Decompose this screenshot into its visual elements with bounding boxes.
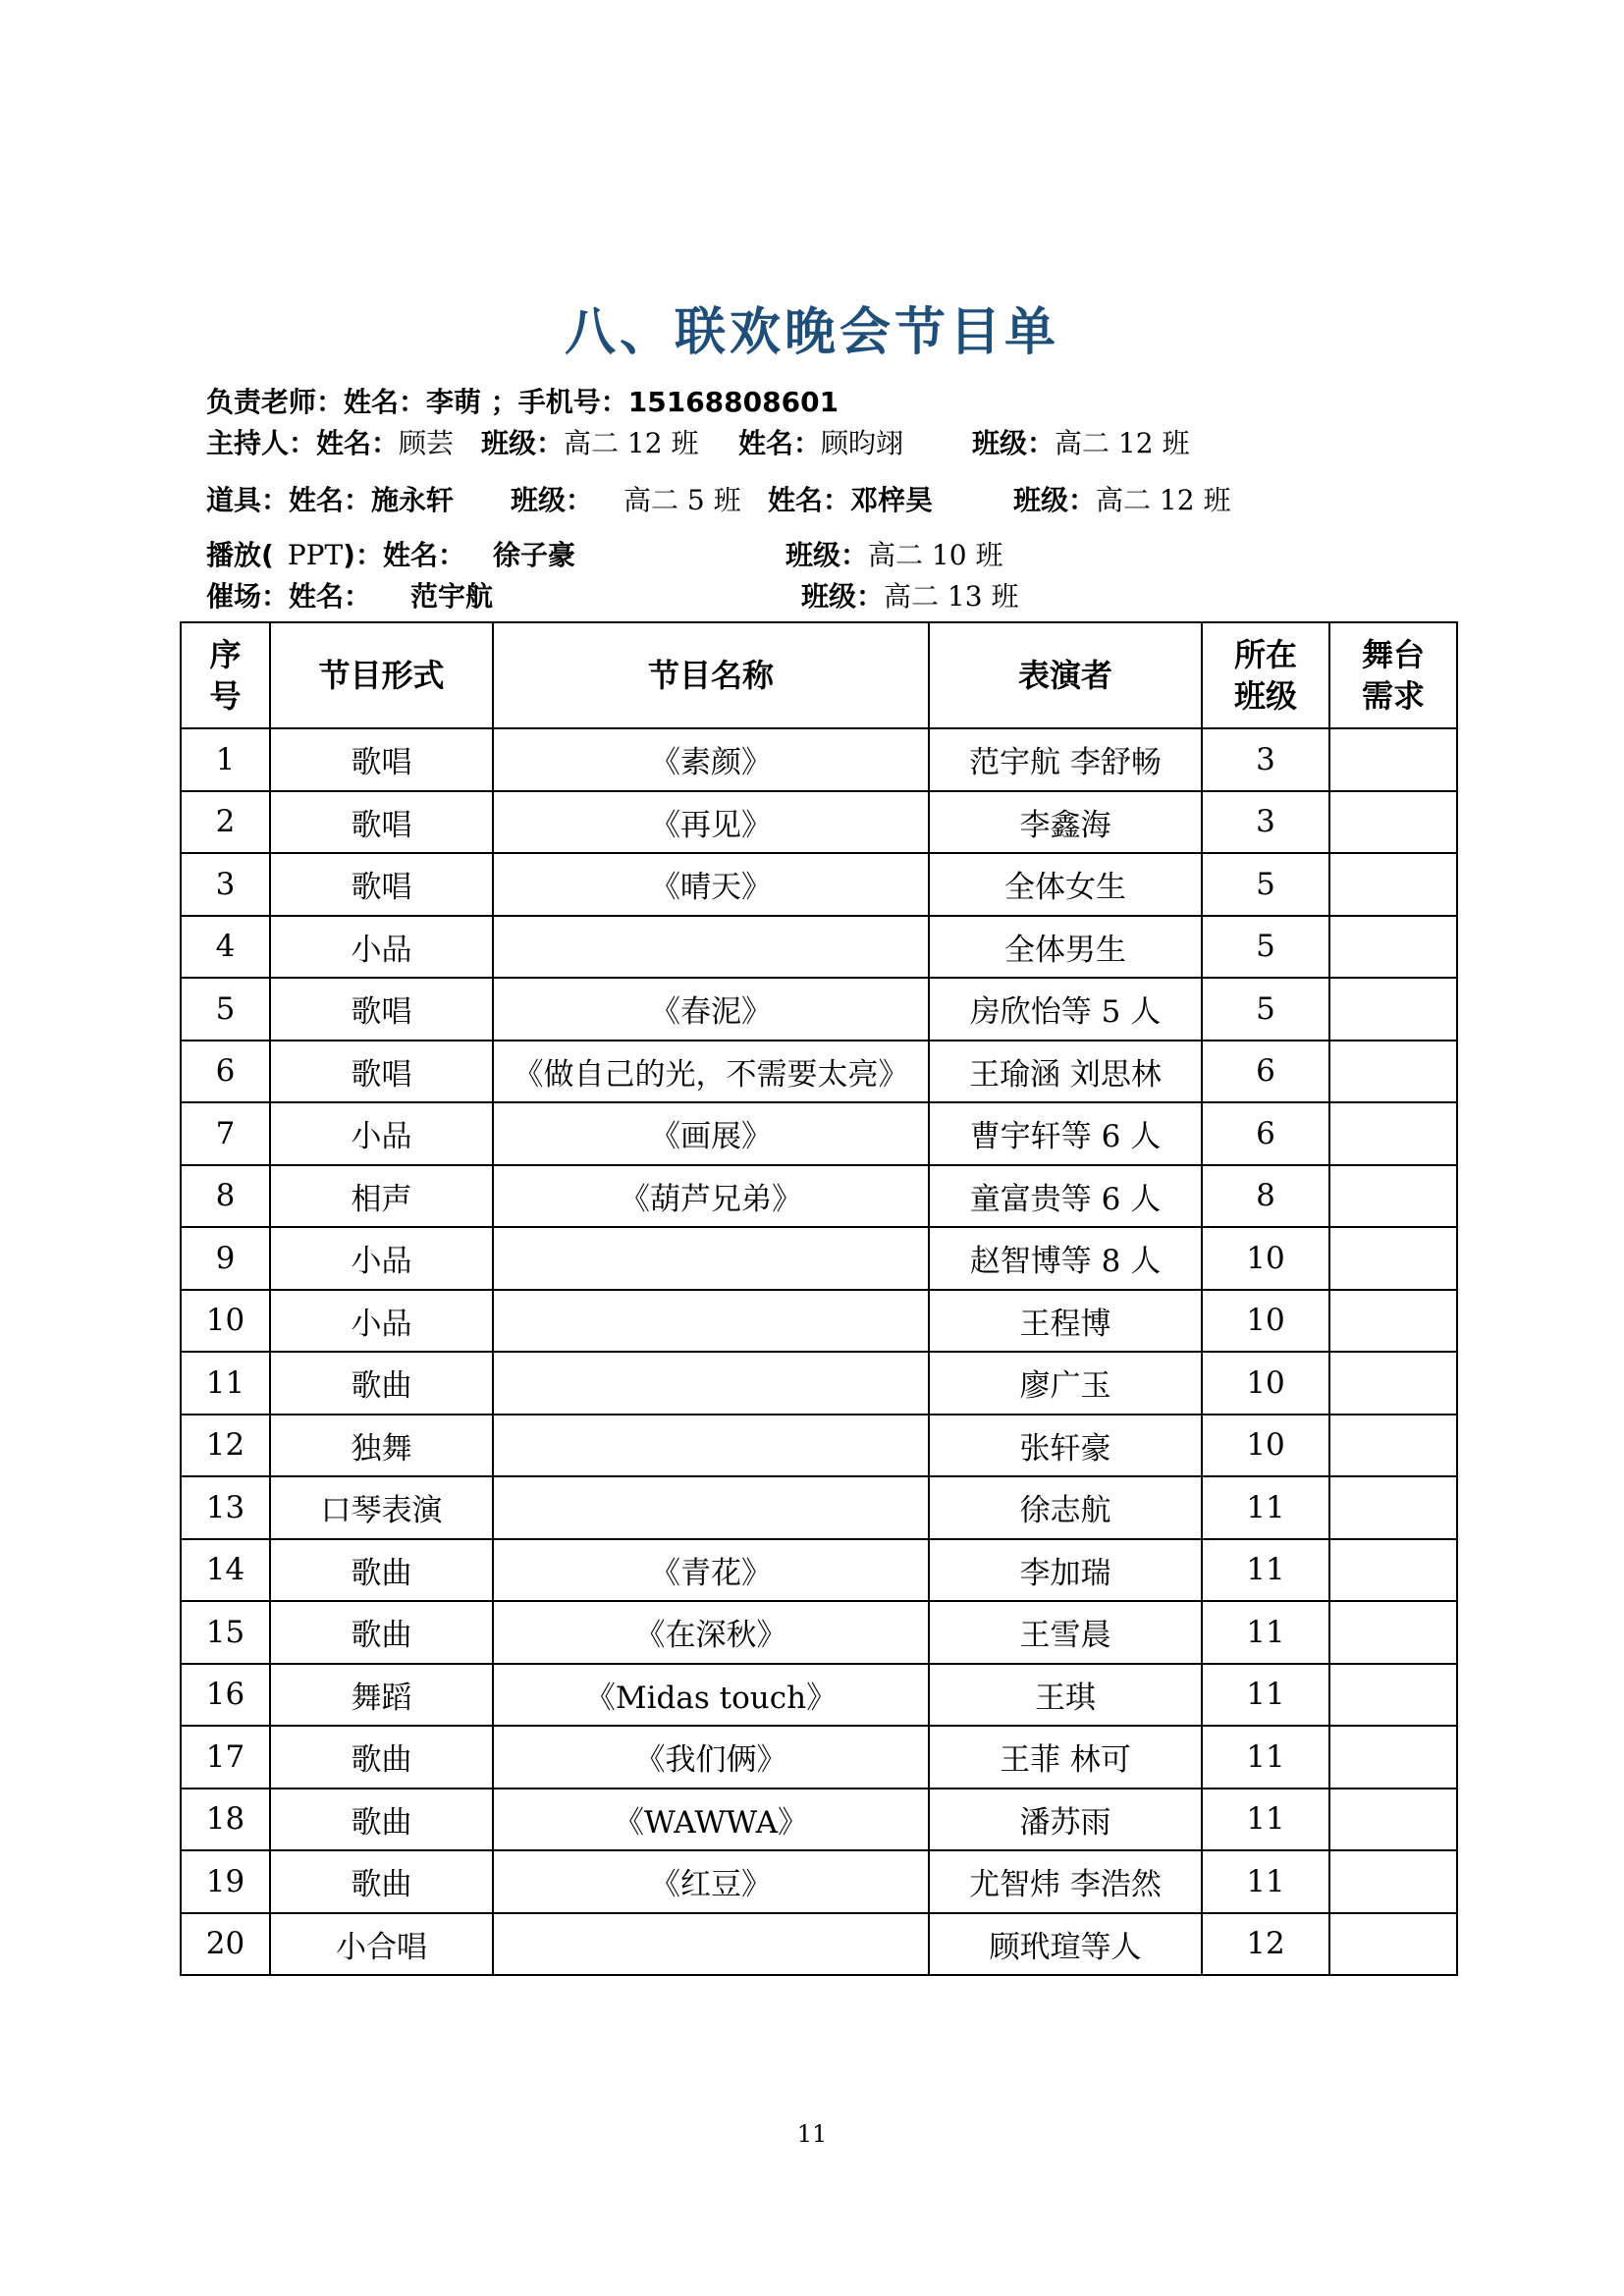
cell-class: 11 <box>1202 1476 1329 1539</box>
cell-performer: 全体女生 <box>929 853 1202 916</box>
cell-form: 相声 <box>270 1165 493 1228</box>
cell-performer: 王雪晨 <box>929 1601 1202 1664</box>
cell-name: 《画展》 <box>493 1102 929 1165</box>
table-row <box>181 1850 1457 1913</box>
host-class-2: 高二 12 班 <box>1055 427 1190 459</box>
table-row <box>181 1726 1457 1789</box>
stage-manager-class-label: 班级： <box>801 580 885 613</box>
cell-form: 小品 <box>270 1227 493 1290</box>
cell-name: 《晴天》 <box>493 853 929 916</box>
cell-performer: 范宇航 李舒畅 <box>929 728 1202 791</box>
cell-form: 歌曲 <box>270 1539 493 1602</box>
cell-performer: 徐志航 <box>929 1476 1202 1539</box>
table-row <box>181 1041 1457 1103</box>
header-name: 节目名称 <box>493 622 929 728</box>
cell-name <box>493 1352 929 1415</box>
cell-class: 12 <box>1202 1913 1329 1976</box>
cell-form: 歌唱 <box>270 728 493 791</box>
table-row <box>181 1913 1457 1976</box>
props-class-1: 高二 5 班 <box>623 484 741 516</box>
cell-form: 小品 <box>270 916 493 979</box>
cell-no: 10 <box>181 1290 270 1353</box>
cell-class: 8 <box>1202 1165 1329 1228</box>
host-label-2: 姓名： <box>738 427 822 459</box>
header-form: 节目形式 <box>270 622 493 728</box>
ppt-label-end: )：姓名： <box>343 539 465 571</box>
header-stage: 舞台 需求 <box>1329 622 1457 728</box>
host-line <box>206 426 1286 461</box>
table-row <box>181 916 1457 979</box>
stage-manager-class: 高二 13 班 <box>884 580 1019 613</box>
cell-form: 小品 <box>270 1290 493 1353</box>
ppt-class: 高二 10 班 <box>868 539 1003 571</box>
table-row <box>181 728 1457 791</box>
cell-no: 18 <box>181 1789 270 1851</box>
stage-manager-line <box>206 579 1286 614</box>
ppt-name: 徐子豪 <box>493 539 576 571</box>
cell-form: 歌曲 <box>270 1789 493 1851</box>
cell-performer: 全体男生 <box>929 916 1202 979</box>
cell-no: 17 <box>181 1726 270 1789</box>
cell-no: 11 <box>181 1352 270 1415</box>
cell-stage <box>1329 1415 1457 1477</box>
cell-name <box>493 916 929 979</box>
cell-form: 小品 <box>270 1102 493 1165</box>
cell-name: 《素颜》 <box>493 728 929 791</box>
cell-stage <box>1329 1913 1457 1976</box>
cell-name: 《再见》 <box>493 791 929 854</box>
header-no: 序 号 <box>181 622 270 728</box>
cell-performer: 尤智炜 李浩然 <box>929 1850 1202 1913</box>
cell-stage <box>1329 1726 1457 1789</box>
props-label-2: 姓名：邓梓昊 <box>768 484 934 516</box>
cell-performer: 廖广玉 <box>929 1352 1202 1415</box>
cell-name <box>493 1913 929 1976</box>
cell-stage <box>1329 1290 1457 1353</box>
cell-form: 歌曲 <box>270 1850 493 1913</box>
table-row <box>181 1102 1457 1165</box>
cell-name: 《做自己的光，不需要太亮》 <box>493 1041 929 1103</box>
cell-stage <box>1329 1352 1457 1415</box>
cell-stage <box>1329 916 1457 979</box>
cell-form: 歌唱 <box>270 791 493 854</box>
props-line <box>206 483 1286 518</box>
cell-name: 《青花》 <box>493 1539 929 1602</box>
cell-no: 6 <box>181 1041 270 1103</box>
cell-form: 舞蹈 <box>270 1664 493 1727</box>
cell-stage <box>1329 728 1457 791</box>
host-class-label-2: 班级： <box>972 427 1056 459</box>
cell-class: 10 <box>1202 1352 1329 1415</box>
cell-class: 5 <box>1202 916 1329 979</box>
cell-form: 小合唱 <box>270 1913 493 1976</box>
cell-no: 1 <box>181 728 270 791</box>
cell-performer: 李鑫海 <box>929 791 1202 854</box>
ppt-class-label: 班级： <box>785 539 869 571</box>
cell-stage <box>1329 1041 1457 1103</box>
host-name-2: 顾昀翊 <box>821 427 904 459</box>
cell-performer: 顾玳瑄等人 <box>929 1913 1202 1976</box>
program-table <box>180 621 1458 1976</box>
cell-no: 19 <box>181 1850 270 1913</box>
teacher-line <box>206 385 839 420</box>
cell-class: 3 <box>1202 728 1329 791</box>
cell-class: 5 <box>1202 853 1329 916</box>
header-class: 所在 班级 <box>1202 622 1329 728</box>
cell-class: 10 <box>1202 1227 1329 1290</box>
cell-class: 5 <box>1202 978 1329 1041</box>
teacher-label: 负责老师：姓名：李萌 ；手机号： <box>206 386 628 418</box>
cell-stage <box>1329 1664 1457 1727</box>
table-header-row <box>181 622 1457 728</box>
ppt-label: 播放( <box>206 539 274 571</box>
props-class-label-2: 班级： <box>1013 484 1097 516</box>
cell-performer: 童富贵等 6 人 <box>929 1165 1202 1228</box>
table-row <box>181 791 1457 854</box>
cell-performer: 曹宇轩等 6 人 <box>929 1102 1202 1165</box>
cell-name: 《WAWWA》 <box>493 1789 929 1851</box>
cell-form: 独舞 <box>270 1415 493 1477</box>
cell-class: 11 <box>1202 1789 1329 1851</box>
table-row <box>181 853 1457 916</box>
cell-form: 歌曲 <box>270 1726 493 1789</box>
host-label-1: 主持人：姓名： <box>206 427 400 459</box>
cell-no: 16 <box>181 1664 270 1727</box>
cell-name: 《葫芦兄弟》 <box>493 1165 929 1228</box>
cell-stage <box>1329 791 1457 854</box>
cell-performer: 张轩豪 <box>929 1415 1202 1477</box>
host-name-1: 顾芸 <box>399 427 455 459</box>
props-class-label-1: 班级： <box>511 484 594 516</box>
cell-stage <box>1329 1476 1457 1539</box>
cell-performer: 潘苏雨 <box>929 1789 1202 1851</box>
host-class-1: 高二 12 班 <box>564 427 699 459</box>
table-row <box>181 1227 1457 1290</box>
cell-form: 歌唱 <box>270 1041 493 1103</box>
cell-name <box>493 1290 929 1353</box>
stage-manager-name: 范宇航 <box>410 580 494 613</box>
cell-name: 《Midas touch》 <box>493 1664 929 1727</box>
ppt-text: PPT <box>287 539 344 571</box>
cell-class: 3 <box>1202 791 1329 854</box>
cell-class: 6 <box>1202 1041 1329 1103</box>
cell-class: 11 <box>1202 1850 1329 1913</box>
cell-no: 8 <box>181 1165 270 1228</box>
cell-performer: 王瑜涵 刘思林 <box>929 1041 1202 1103</box>
cell-class: 11 <box>1202 1539 1329 1602</box>
table-row <box>181 1415 1457 1477</box>
cell-class: 10 <box>1202 1290 1329 1353</box>
cell-stage <box>1329 1102 1457 1165</box>
table-row <box>181 1789 1457 1851</box>
page-number: 11 <box>796 2120 828 2148</box>
cell-no: 5 <box>181 978 270 1041</box>
cell-name: 《我们俩》 <box>493 1726 929 1789</box>
page-title: 八、联欢晚会节目单 <box>564 303 1059 362</box>
cell-no: 9 <box>181 1227 270 1290</box>
cell-no: 12 <box>181 1415 270 1477</box>
cell-performer: 李加瑞 <box>929 1539 1202 1602</box>
cell-stage <box>1329 1850 1457 1913</box>
cell-name: 《春泥》 <box>493 978 929 1041</box>
cell-stage <box>1329 978 1457 1041</box>
table-row <box>181 1476 1457 1539</box>
cell-form: 歌唱 <box>270 853 493 916</box>
cell-performer: 王菲 林可 <box>929 1726 1202 1789</box>
cell-no: 4 <box>181 916 270 979</box>
cell-stage <box>1329 1789 1457 1851</box>
cell-performer: 房欣怡等 5 人 <box>929 978 1202 1041</box>
cell-name <box>493 1227 929 1290</box>
teacher-phone: 15168808601 <box>627 386 839 418</box>
cell-stage <box>1329 1539 1457 1602</box>
header-performer: 表演者 <box>929 622 1202 728</box>
table-row <box>181 978 1457 1041</box>
cell-class: 6 <box>1202 1102 1329 1165</box>
props-label-1: 道具：姓名：施永轩 <box>206 484 455 516</box>
cell-form: 歌曲 <box>270 1601 493 1664</box>
cell-name: 《在深秋》 <box>493 1601 929 1664</box>
cell-no: 20 <box>181 1913 270 1976</box>
cell-form: 口琴表演 <box>270 1476 493 1539</box>
table-row <box>181 1165 1457 1228</box>
cell-name <box>493 1476 929 1539</box>
cell-form: 歌曲 <box>270 1352 493 1415</box>
cell-no: 13 <box>181 1476 270 1539</box>
cell-class: 11 <box>1202 1726 1329 1789</box>
cell-performer: 赵智博等 8 人 <box>929 1227 1202 1290</box>
cell-class: 10 <box>1202 1415 1329 1477</box>
cell-no: 2 <box>181 791 270 854</box>
cell-name <box>493 1415 929 1477</box>
cell-performer: 王程博 <box>929 1290 1202 1353</box>
ppt-line <box>206 538 1286 573</box>
cell-no: 14 <box>181 1539 270 1602</box>
cell-no: 15 <box>181 1601 270 1664</box>
cell-class: 11 <box>1202 1601 1329 1664</box>
cell-class: 11 <box>1202 1664 1329 1727</box>
table-row <box>181 1664 1457 1727</box>
cell-stage <box>1329 853 1457 916</box>
table-row <box>181 1290 1457 1353</box>
stage-manager-label: 催场：姓名： <box>206 580 372 613</box>
cell-stage <box>1329 1601 1457 1664</box>
table-row <box>181 1539 1457 1602</box>
cell-performer: 王琪 <box>929 1664 1202 1727</box>
cell-form: 歌唱 <box>270 978 493 1041</box>
props-class-2: 高二 12 班 <box>1096 484 1231 516</box>
cell-stage <box>1329 1227 1457 1290</box>
table-row <box>181 1352 1457 1415</box>
cell-no: 7 <box>181 1102 270 1165</box>
table-row <box>181 1601 1457 1664</box>
cell-name: 《红豆》 <box>493 1850 929 1913</box>
cell-stage <box>1329 1165 1457 1228</box>
host-class-label-1: 班级： <box>481 427 565 459</box>
cell-no: 3 <box>181 853 270 916</box>
